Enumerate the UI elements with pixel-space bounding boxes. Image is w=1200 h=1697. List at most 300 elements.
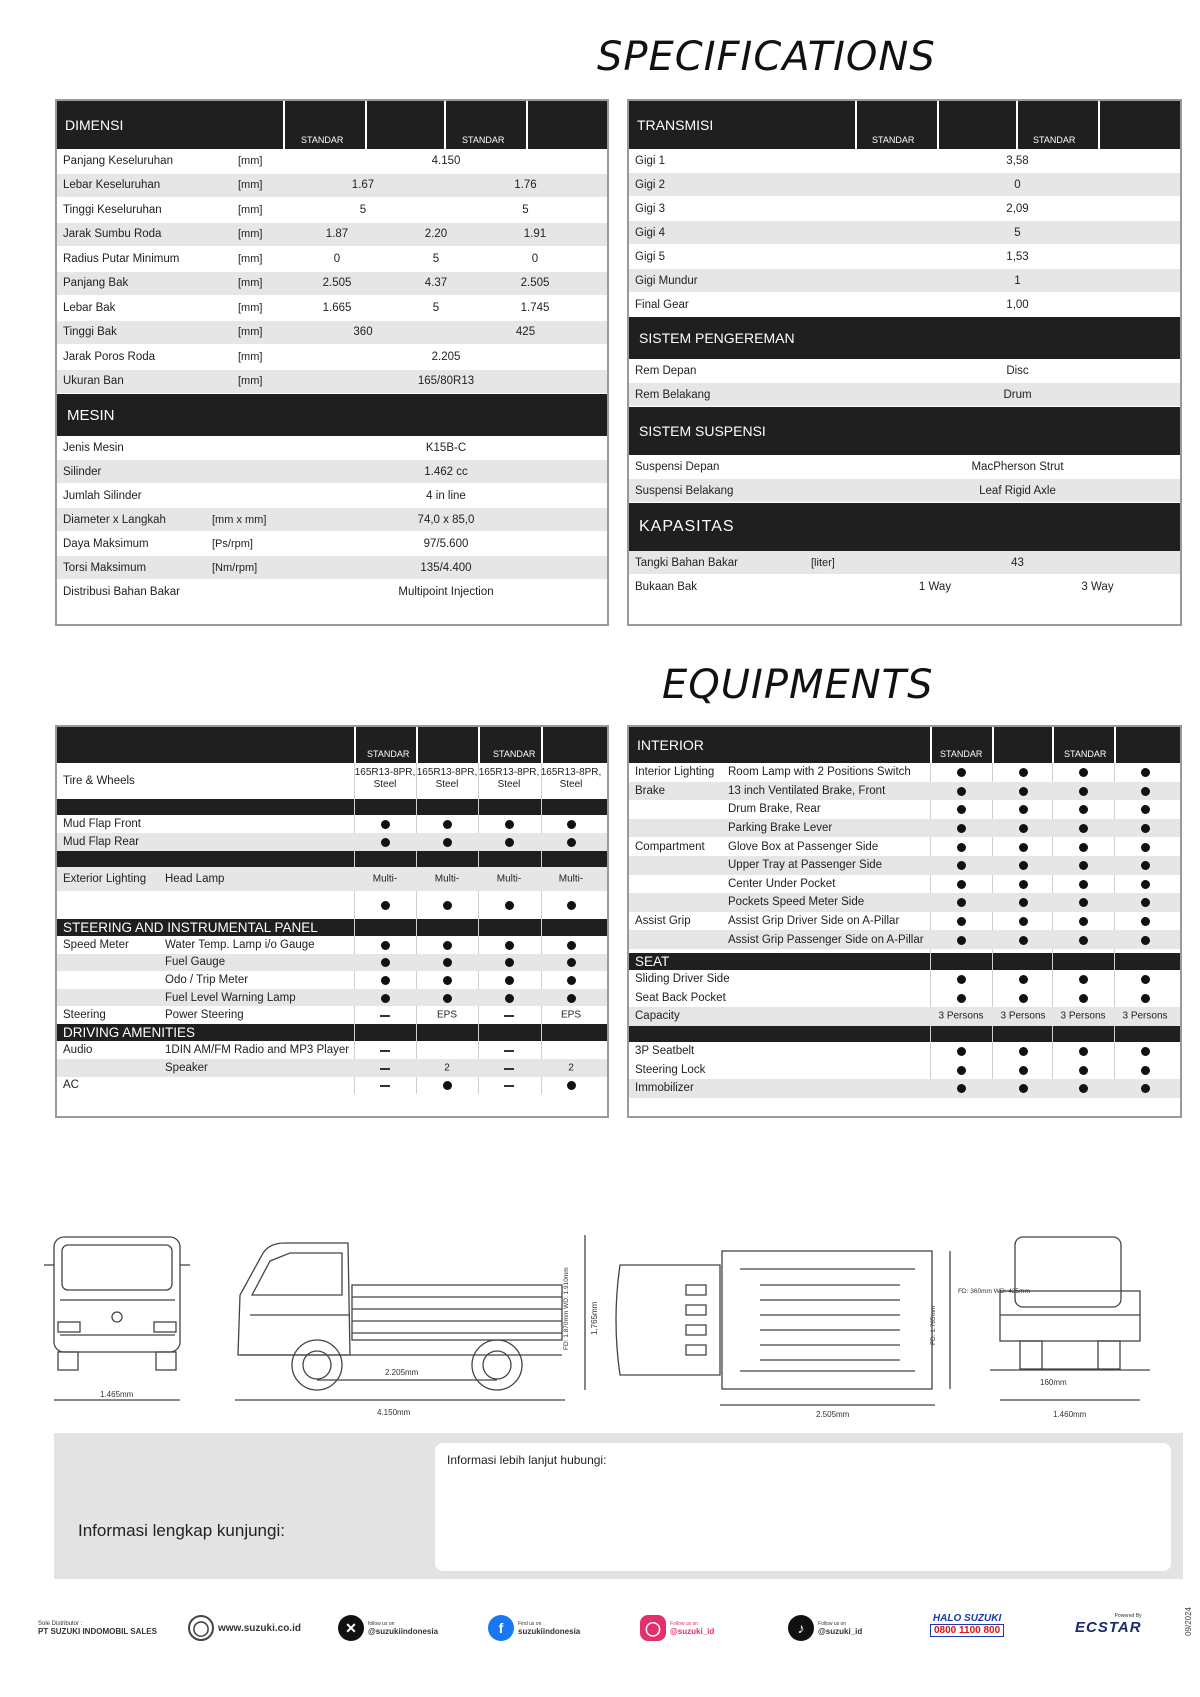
standard-dot-icon	[957, 1066, 966, 1075]
standard-dot-icon	[1019, 824, 1028, 833]
section-divider	[57, 799, 607, 815]
x-follow: follow us on	[368, 1620, 395, 1627]
fb-handle: suzukiindonesia	[518, 1626, 581, 1636]
head-lamp: Head Lamp	[165, 873, 225, 885]
instagram-icon: ◯	[640, 1615, 666, 1641]
standard-dot-icon	[1141, 936, 1150, 945]
equip-right-body	[629, 763, 1180, 1098]
tt-follow: Follow us on	[818, 1620, 847, 1627]
transmisi-value: 1	[1014, 274, 1021, 287]
mesin-value: 1.462 cc	[424, 465, 468, 478]
standard-dot-icon	[1079, 1047, 1088, 1056]
equip-row	[629, 800, 1180, 819]
standard-dot-icon	[957, 824, 966, 833]
not-available-dash-icon	[380, 1068, 390, 1070]
transmisi-row	[629, 245, 1180, 269]
x-link[interactable]	[338, 1615, 438, 1641]
standard-dot-icon	[1079, 1084, 1088, 1093]
driving-title: DRIVING AMENITIES	[63, 1025, 196, 1041]
dimensi-header	[57, 101, 607, 149]
equip-item: Odo / Trip Meter	[165, 973, 249, 986]
bukaan-value-1: 1 Way	[918, 580, 952, 593]
dimensi-label: Jarak Poros Roda	[63, 350, 156, 363]
equip-row	[629, 875, 1180, 894]
equipments-title: EQUIPMENTS	[662, 662, 934, 708]
equip-row	[57, 989, 607, 1007]
col-standar-2: STANDAR	[1033, 135, 1076, 145]
standard-dot-icon	[1019, 880, 1028, 889]
rem-label: Rem Belakang	[635, 388, 711, 401]
transmisi-row	[629, 293, 1180, 317]
equip-left-body	[57, 763, 607, 1094]
standard-dot-icon	[1079, 843, 1088, 852]
standard-dot-icon	[1079, 898, 1088, 907]
equip-row	[629, 1042, 1180, 1061]
suspensi-rows	[629, 455, 1180, 503]
mesin-value: 74,0 x 85,0	[417, 513, 475, 526]
mesin-label: Jenis Mesin	[63, 441, 124, 454]
standard-dot-icon	[381, 820, 390, 829]
rem-row	[629, 383, 1180, 407]
x-icon: ✕	[338, 1615, 364, 1641]
equip-category: Interior Lighting	[635, 766, 715, 779]
standard-dot-icon	[1079, 975, 1088, 984]
tire-value: 165R13-8PR, Steel	[540, 767, 602, 790]
standard-dot-icon	[1079, 787, 1088, 796]
steering-title: STEERING AND INSTRUMENTAL PANEL	[63, 920, 318, 935]
seatbelt-label: 3P Seatbelt	[635, 1045, 695, 1058]
equip-row	[629, 989, 1180, 1008]
dimensi-value: 1.76	[514, 179, 537, 192]
mesin-row	[57, 460, 607, 484]
col-standar-1: STANDAR	[872, 135, 915, 145]
equip-cell-value: 3 Persons	[1000, 1010, 1046, 1022]
dimensi-value: 1.665	[322, 301, 352, 314]
dimensi-value: 4.37	[424, 277, 448, 290]
equip-cell-value: 3 Persons	[938, 1010, 984, 1022]
rem-value: Drum	[1003, 388, 1032, 401]
standard-dot-icon	[1141, 1084, 1150, 1093]
transmisi-label: Final Gear	[635, 298, 689, 311]
suspensi-header	[629, 407, 1180, 455]
not-available-dash-icon	[504, 1068, 514, 1070]
transmisi-title: TRANSMISI	[637, 117, 714, 133]
exterior-lighting: Exterior Lighting	[63, 873, 147, 885]
tire-label: Tire & Wheels	[63, 775, 135, 787]
not-available-dash-icon	[504, 1015, 514, 1017]
dimensi-row	[57, 296, 607, 321]
tiktok-link[interactable]	[788, 1615, 862, 1641]
standard-dot-icon	[381, 976, 390, 985]
col-standar-2: STANDAR	[462, 135, 505, 145]
equip-row	[629, 912, 1180, 931]
mesin-title: MESIN	[67, 406, 115, 424]
equip-row	[57, 833, 607, 851]
col-standar-1: STANDAR	[367, 749, 410, 759]
standard-dot-icon	[443, 1081, 452, 1090]
hubungi-box	[435, 1443, 1171, 1571]
standard-dot-icon	[1141, 1047, 1150, 1056]
standard-dot-icon	[1019, 843, 1028, 852]
transmisi-header	[629, 101, 1180, 149]
standard-dot-icon	[957, 880, 966, 889]
transmisi-row	[629, 197, 1180, 221]
equip-row	[629, 837, 1180, 856]
standard-dot-icon	[443, 941, 452, 950]
dimensi-value: 5	[432, 301, 440, 314]
equip-row	[629, 763, 1180, 782]
dimensi-value: 5	[522, 203, 529, 216]
standard-dot-icon	[1141, 1066, 1150, 1075]
facebook-link[interactable]	[488, 1615, 580, 1641]
equip-item: 13 inch Ventilated Brake, Front	[728, 784, 886, 797]
dim-bed-length: 2.505mm	[816, 1410, 850, 1419]
standard-dot-icon	[505, 976, 514, 985]
equip-cell-value: 2	[444, 1062, 450, 1074]
standard-dot-icon	[1019, 1047, 1028, 1056]
standard-dot-icon	[957, 994, 966, 1003]
rem-title: SISTEM PENGEREMAN	[639, 330, 795, 346]
capacity-label: Capacity	[635, 1010, 680, 1023]
standard-dot-icon	[443, 820, 452, 829]
equip-cell-value: EPS	[560, 1009, 581, 1021]
equip-left-header	[57, 727, 607, 763]
mesin-unit: [Nm/rpm]	[212, 561, 258, 574]
transmisi-label: Gigi 3	[635, 202, 666, 215]
dimensi-unit: [mm]	[238, 375, 263, 388]
seat-title: SEAT	[635, 953, 670, 969]
transmisi-row	[629, 173, 1180, 197]
equip-item: Pockets Speed Meter Side	[728, 896, 865, 909]
standard-dot-icon	[443, 994, 452, 1003]
bukaan-row	[629, 575, 1180, 599]
dimensi-unit: [mm]	[238, 154, 263, 167]
equip-row	[57, 971, 607, 989]
not-available-dash-icon	[504, 1085, 514, 1087]
standard-dot-icon	[1019, 768, 1028, 777]
equip-cell-value: Multi-	[558, 873, 584, 885]
tire-value: 165R13-8PR, Steel	[478, 767, 540, 790]
standard-dot-icon	[505, 941, 514, 950]
equip-row	[629, 782, 1180, 801]
equip-row	[57, 1077, 607, 1095]
tangki-row	[629, 551, 1180, 575]
dimensi-value: 1.87	[325, 228, 349, 241]
driving-section	[57, 1024, 607, 1041]
equip-item: Center Under Pocket	[728, 877, 836, 890]
standard-dot-icon	[567, 901, 576, 910]
date-code: 09/2024	[1184, 1607, 1193, 1636]
dimensi-title: DIMENSI	[65, 117, 124, 133]
standard-dot-icon	[957, 787, 966, 796]
dim-rear-width: 1.460mm	[1053, 1410, 1087, 1419]
halo-suzuki[interactable]	[930, 1613, 1004, 1637]
instagram-link[interactable]	[640, 1615, 714, 1641]
equip-cell-value: Multi-	[496, 873, 522, 885]
dimensi-label: Panjang Keseluruhan	[63, 154, 173, 167]
rem-value: Disc	[1006, 364, 1029, 377]
standard-dot-icon	[567, 994, 576, 1003]
dimensi-value: 0	[333, 252, 341, 265]
standard-dot-icon	[1079, 917, 1088, 926]
dimensi-unit: [mm]	[238, 179, 263, 192]
ac-label: AC	[63, 1079, 79, 1092]
dimensi-row	[57, 198, 607, 223]
equip-item: Assist Grip Passenger Side on A-Pillar	[728, 933, 924, 946]
equip-row	[57, 954, 607, 972]
halo-text: HALO SUZUKI	[932, 1613, 1002, 1624]
standard-dot-icon	[1141, 824, 1150, 833]
standard-dot-icon	[505, 901, 514, 910]
not-available-dash-icon	[380, 1085, 390, 1087]
suspensi-row	[629, 479, 1180, 503]
standard-dot-icon	[1141, 975, 1150, 984]
suspensi-title: SISTEM SUSPENSI	[639, 423, 766, 439]
dimensi-mesin-panel	[55, 99, 609, 626]
dimensi-row	[57, 247, 607, 272]
dimensi-value: 2.505	[322, 277, 352, 290]
dimensi-rows	[57, 149, 607, 394]
standard-dot-icon	[1019, 975, 1028, 984]
mesin-label: Distribusi Bahan Bakar	[63, 585, 180, 598]
equip-item: Parking Brake Lever	[728, 822, 833, 835]
standard-dot-icon	[381, 838, 390, 847]
equip-cell-value: Multi-	[434, 873, 460, 885]
standard-dot-icon	[443, 958, 452, 967]
suspensi-label: Suspensi Belakang	[635, 484, 734, 497]
standard-dot-icon	[381, 994, 390, 1003]
dimensi-value: 0	[531, 252, 539, 265]
equip-row	[629, 1079, 1180, 1098]
dimensi-value: 1.91	[523, 228, 547, 241]
sliding-driver-side: Sliding Driver Side	[635, 973, 730, 986]
standard-dot-icon	[443, 901, 452, 910]
dimensi-label: Radius Putar Minimum	[63, 252, 180, 265]
dimensi-unit: [mm]	[238, 326, 263, 339]
standard-dot-icon	[957, 898, 966, 907]
equip-item: Fuel Level Warning Lamp	[165, 991, 296, 1004]
standard-dot-icon	[1019, 787, 1028, 796]
kapasitas-title: KAPASITAS	[639, 518, 735, 535]
truck-rear-view	[990, 1237, 1150, 1400]
seat-section	[629, 953, 1180, 970]
dimensi-value: 1.745	[520, 301, 550, 314]
dimensi-label: Ukuran Ban	[63, 375, 124, 388]
truck-front-view	[44, 1237, 190, 1400]
equip-cell-value: 2	[568, 1062, 574, 1074]
col-standar-1: STANDAR	[301, 135, 344, 145]
mesin-row	[57, 532, 607, 556]
standard-dot-icon	[1019, 898, 1028, 907]
transmisi-row	[629, 269, 1180, 293]
tangki-value: 43	[1011, 556, 1024, 569]
standard-dot-icon	[957, 1047, 966, 1056]
standard-dot-icon	[443, 838, 452, 847]
standard-dot-icon	[567, 1081, 576, 1090]
equip-item: Assist Grip Driver Side on A-Pillar	[728, 915, 900, 928]
dimensi-unit: [mm]	[238, 277, 263, 290]
seat-back-pocket: Seat Back Pocket	[635, 991, 726, 1004]
dim-front-width: 1.465mm	[100, 1390, 134, 1399]
standard-dot-icon	[1141, 768, 1150, 777]
transmisi-value: 1,00	[1006, 298, 1029, 311]
dimensi-value: 2.505	[520, 277, 550, 290]
not-available-dash-icon	[504, 1050, 514, 1052]
not-available-dash-icon	[380, 1015, 390, 1017]
mud-flap-front: Mud Flap Front	[63, 818, 141, 830]
dim-length: 4.150mm	[377, 1408, 411, 1417]
dimensi-label: Tinggi Keseluruhan	[63, 203, 162, 216]
dimensi-value: 1.67	[351, 179, 375, 192]
equip-category: Compartment	[635, 840, 705, 853]
transmisi-label: Gigi 4	[635, 226, 666, 239]
equip-row	[629, 1007, 1180, 1026]
standard-dot-icon	[381, 941, 390, 950]
standard-dot-icon	[1079, 1066, 1088, 1075]
standard-dot-icon	[957, 917, 966, 926]
mesin-label: Diameter x Langkah	[63, 513, 166, 526]
mesin-row	[57, 484, 607, 508]
col-standar-1: STANDAR	[940, 749, 983, 759]
standard-dot-icon	[1019, 917, 1028, 926]
website-link[interactable]	[188, 1615, 301, 1641]
equipment-left-panel	[55, 725, 609, 1118]
mud-flap-rear: Mud Flap Rear	[63, 836, 140, 848]
steering-section	[57, 919, 607, 936]
dim-height-fd-wd: FD: 1.870mm WD: 1.910mm	[563, 1267, 570, 1350]
rem-row	[629, 359, 1180, 383]
mesin-unit: [mm x mm]	[212, 513, 267, 526]
dim-height: 1.765mm	[590, 1301, 599, 1335]
dimensi-value: 2.20	[424, 228, 448, 241]
mesin-label: Silinder	[63, 465, 102, 478]
specifications-title: SPECIFICATIONS	[597, 34, 936, 80]
truck-dimension-drawings	[0, 1225, 1200, 1425]
equip-cell-value: 3 Persons	[1122, 1010, 1168, 1022]
halo-phone: 0800 1100 800	[930, 1624, 1004, 1637]
x-handle: @suzukiindonesia	[368, 1626, 439, 1636]
ecstar-text: ECSTAR	[1075, 1619, 1142, 1636]
ig-follow: Follow us on	[670, 1620, 699, 1627]
standard-dot-icon	[1141, 805, 1150, 814]
section-divider	[629, 1026, 1180, 1042]
dimensi-label: Lebar Keseluruhan	[63, 179, 161, 192]
kapasitas-header	[629, 503, 1180, 551]
dimensi-row	[57, 321, 607, 346]
power-steering: Power Steering	[165, 1009, 244, 1022]
dimensi-unit: [mm]	[238, 228, 263, 241]
standard-dot-icon	[1019, 1066, 1028, 1075]
equip-row	[57, 1006, 607, 1024]
footer	[0, 1605, 1200, 1665]
equip-row	[629, 930, 1180, 949]
mesin-label: Torsi Maksimum	[63, 561, 147, 574]
standard-dot-icon	[505, 838, 514, 847]
dimensi-row	[57, 223, 607, 248]
transmisi-value: 3,58	[1006, 154, 1029, 167]
powered-by: Powered By	[1114, 1613, 1142, 1619]
equip-item: Room Lamp with 2 Positions Switch	[728, 766, 911, 779]
equip-item: Upper Tray at Passenger Side	[728, 859, 883, 872]
fb-find: Find us on	[518, 1620, 542, 1627]
dim-bed-side: FD: 1.765mm	[930, 1305, 937, 1345]
tire-value: 165R13-8PR, Steel	[416, 767, 478, 790]
standard-dot-icon	[505, 994, 514, 1003]
rem-header	[629, 317, 1180, 359]
dimensi-value: 5	[359, 203, 367, 216]
transmisi-value: 5	[1014, 226, 1021, 239]
equip-row	[629, 893, 1180, 912]
transmisi-label: Gigi 5	[635, 250, 666, 263]
standard-dot-icon	[1141, 880, 1150, 889]
mesin-value: 4 in line	[426, 489, 466, 502]
standard-dot-icon	[1079, 768, 1088, 777]
equipment-right-panel	[627, 725, 1182, 1118]
dimensi-row	[57, 174, 607, 199]
dimensi-value: 165/80R13	[417, 375, 475, 388]
transmisi-row	[629, 221, 1180, 245]
tt-handle: @suzuki_id	[818, 1626, 863, 1636]
interior-title: INTERIOR	[637, 737, 704, 753]
dimensi-value: 360	[353, 326, 373, 339]
bukaan-label: Bukaan Bak	[635, 580, 698, 593]
standard-dot-icon	[505, 958, 514, 967]
facebook-icon: f	[488, 1615, 514, 1641]
standard-dot-icon	[1019, 936, 1028, 945]
steering-label: Steering	[63, 1009, 106, 1022]
col-standar-2: STANDAR	[1064, 749, 1107, 759]
standard-dot-icon	[957, 975, 966, 984]
standard-dot-icon	[1079, 994, 1088, 1003]
standard-dot-icon	[567, 958, 576, 967]
standard-dot-icon	[567, 838, 576, 847]
tire-value: 165R13-8PR, Steel	[354, 767, 416, 790]
info-box	[54, 1433, 1183, 1579]
hubungi-label: Informasi lebih lanjut hubungi:	[447, 1453, 607, 1467]
equip-row	[629, 856, 1180, 875]
standard-dot-icon	[957, 805, 966, 814]
standard-dot-icon	[443, 976, 452, 985]
dimensi-label: Jarak Sumbu Roda	[63, 228, 162, 241]
equip-row	[57, 936, 607, 954]
bukaan-value-2: 3 Way	[1081, 580, 1114, 593]
transmisi-value: 1,53	[1006, 250, 1029, 263]
standard-dot-icon	[1079, 936, 1088, 945]
dimensi-value: 2.205	[431, 350, 461, 363]
dim-bak-height: FD: 360mm WD: 425mm	[958, 1288, 1030, 1295]
standard-dot-icon	[1019, 805, 1028, 814]
distributor-name: PT SUZUKI INDOMOBIL SALES	[38, 1627, 157, 1636]
kunjungi-label: Informasi lengkap kunjungi:	[78, 1521, 285, 1540]
equip-row	[629, 970, 1180, 989]
tangki-unit: [liter]	[811, 556, 835, 569]
radio-item: 1DIN AM/FM Radio and MP3 Player	[165, 1044, 350, 1057]
suspensi-value: MacPherson Strut	[971, 460, 1064, 473]
suspensi-row	[629, 455, 1180, 479]
standard-dot-icon	[1079, 880, 1088, 889]
standard-dot-icon	[1141, 787, 1150, 796]
dimensi-value: 425	[515, 326, 536, 339]
dimensi-value: 4.150	[431, 154, 461, 167]
standard-dot-icon	[1141, 861, 1150, 870]
dimensi-row	[57, 370, 607, 395]
mesin-row	[57, 436, 607, 460]
standard-dot-icon	[381, 958, 390, 967]
equip-cell-value: 3 Persons	[1060, 1010, 1106, 1022]
website-text: www.suzuki.co.id	[218, 1622, 301, 1634]
dimensi-label: Panjang Bak	[63, 277, 129, 290]
standard-dot-icon	[1141, 917, 1150, 926]
